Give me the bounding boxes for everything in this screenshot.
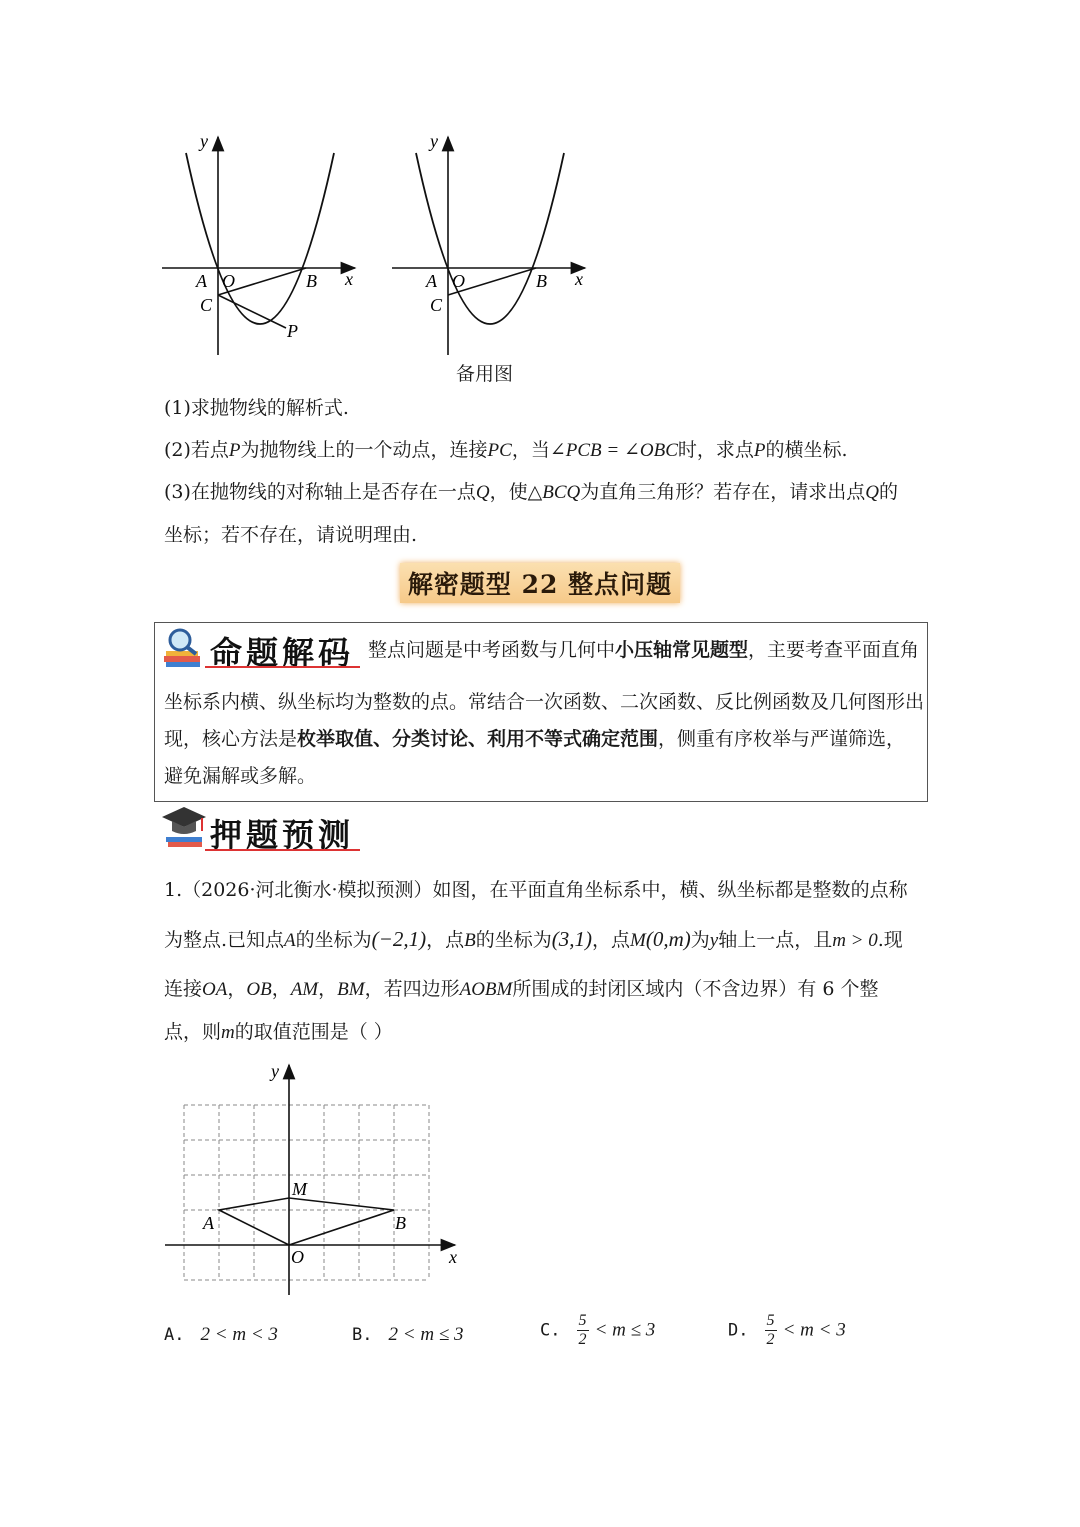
- question-line-1: 1.（2026·河北衡水·模拟预测）如图，在平面直角坐标系中，横、纵坐标都是整数的点称: [164, 879, 908, 901]
- banner-underline-2: [205, 847, 360, 853]
- analysis-banner: 命题解码: [210, 634, 355, 672]
- question-line-3: 连接OA，OB，AM，BM，若四边形AOBM所围成的封闭区域内（不含边界）有 6 个整: [164, 978, 879, 1000]
- label-x: x: [449, 1247, 457, 1267]
- analysis-line-4: 避免漏解或多解。: [164, 765, 317, 787]
- sub-question-1: (1)求抛物线的解析式.: [164, 397, 349, 419]
- label-C: C: [200, 295, 213, 315]
- label-O: O: [291, 1247, 304, 1267]
- graduation-cap-icon: [160, 805, 210, 849]
- label-y: y: [271, 1061, 279, 1081]
- fraction: $\frac{5}{2}$: [578, 1312, 587, 1348]
- analysis-line-1: 整点问题是中考函数与几何中小压轴常见题型，主要考查平面直角: [368, 639, 920, 661]
- section-title: 解密题型 22 整点问题: [0, 563, 1080, 603]
- label-y: y: [200, 131, 208, 151]
- label-A: A: [203, 1213, 214, 1233]
- analysis-line-2: 坐标系内横、纵坐标均为整数的点。常结合一次函数、二次函数、反比例函数及几何图形出: [164, 691, 925, 713]
- label-y: y: [430, 131, 438, 151]
- label-M: M: [292, 1179, 307, 1199]
- label-P: P: [287, 321, 298, 341]
- banner-underline: [205, 664, 360, 670]
- label-A: A: [196, 271, 207, 291]
- option-a[interactable]: A. 2 < m < 3: [164, 1324, 278, 1345]
- option-b[interactable]: B. 2 < m ≤ 3: [352, 1324, 464, 1345]
- option-c[interactable]: C. $\frac{5}{2}$ < m ≤ 3: [540, 1312, 656, 1348]
- question-line-4: 点，则m的取值范围是（ ）: [164, 1021, 393, 1043]
- magnifier-books-icon: [160, 626, 208, 670]
- label-C: C: [430, 295, 443, 315]
- segment-CP: [218, 295, 286, 328]
- label-O: O: [452, 271, 465, 291]
- sub-question-3-line2: 坐标；若不存在，请说明理由.: [164, 524, 418, 546]
- option-d[interactable]: D. $\frac{5}{2}$ < m < 3: [728, 1312, 846, 1348]
- analysis-line-3: 现，核心方法是枚举取值、分类讨论、利用不等式确定范围，侧重有序枚举与严谨筛选，: [164, 728, 906, 750]
- label-x: x: [345, 269, 353, 289]
- figure-caption: 备用图: [456, 363, 514, 385]
- sub-question-3: (3)在抛物线的对称轴上是否存在一点Q，使△BCQ为直角三角形？若存在，请求出点Q的: [164, 481, 899, 503]
- label-B: B: [536, 271, 547, 291]
- fraction: $\frac{5}{2}$: [766, 1312, 775, 1348]
- label-A: A: [426, 271, 437, 291]
- parabola-figure-1: [150, 125, 370, 360]
- label-B: B: [306, 271, 317, 291]
- label-x: x: [575, 269, 583, 289]
- sub-question-2: (2)若点P为抛物线上的一个动点，连接PC，当∠PCB = ∠OBC时，求点P的横坐标.: [164, 439, 848, 461]
- label-B: B: [395, 1213, 406, 1233]
- quadrilateral-AOBM: [219, 1198, 394, 1245]
- prediction-banner: 押题预测: [210, 816, 355, 854]
- label-O: O: [222, 271, 235, 291]
- grid-figure: [155, 1055, 475, 1300]
- question-line-2: 为整点.已知点A的坐标为(−2,1)，点B的坐标为(3,1)，点M(0,m)为y轴上一点，且m > 0.现: [164, 927, 903, 951]
- parabola-figure-2: [380, 125, 600, 360]
